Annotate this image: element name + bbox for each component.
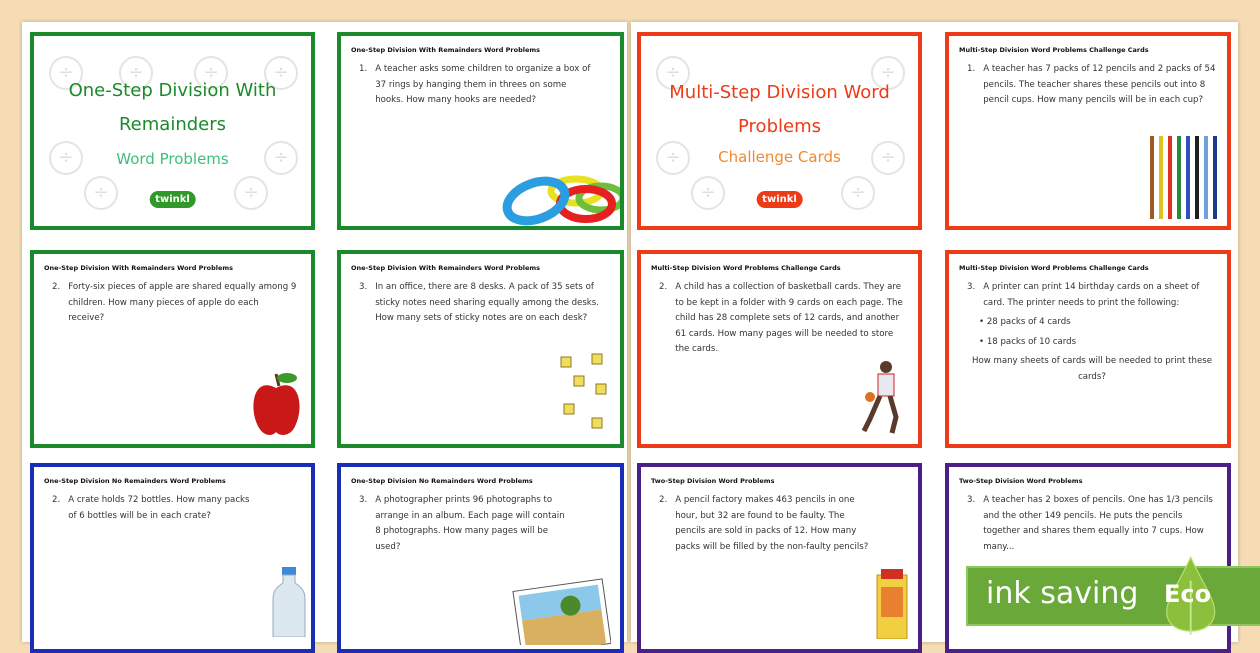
question-card [637, 250, 922, 448]
division-sign-icon: ÷ [656, 56, 690, 90]
question-number: 2. [52, 495, 61, 505]
bullet-text: 18 packs of 10 cards [986, 336, 1077, 347]
question-text: A teacher has 2 boxes of pencils. One has 1/3 pencils and the other 149 pencils. He puts the pencils together and shares them equally into 7 cups. How many... [983, 495, 1213, 552]
sticky-notes-illustration [556, 352, 616, 442]
question-text: A teacher has 7 packs of 12 pencils and 2 packs of 54 pencils. The teacher shares these pencils out into 8 pencil cups. How many pencils will be in each cup? [983, 64, 1216, 105]
ink-saving-label: ink saving [986, 576, 1139, 611]
basketball-player-illustration [856, 359, 906, 439]
question-text: A pencil factory makes 463 pencils in one hour, but 32 are found to be faulty. The pencils are sold in packs of 12. How many packs will be filled by the non-faulty pencils? [675, 495, 869, 552]
subtitle: Challenge Cards [718, 148, 841, 166]
title-line-2: Problems [738, 116, 821, 137]
question-number: 3. [967, 282, 976, 292]
question-card [637, 463, 922, 653]
title-line-2: Remainders [118, 114, 227, 135]
card-header: One-Step Division With Remainders Word Problems [44, 264, 234, 272]
division-sign-icon: ÷ [264, 141, 298, 175]
card-header: One-Step Division With Remainders Word Problems [351, 264, 541, 272]
card-header: Two-Step Division Word Problems [651, 477, 775, 485]
bottle-illustration [269, 567, 309, 637]
card-header: Multi-Step Division Word Problems Challenge Cards [959, 46, 1149, 54]
division-sign-icon: ÷ [871, 56, 905, 90]
card-header: One-Step Division No Remainders Word Problems [44, 477, 226, 485]
question-number: 3. [967, 495, 976, 505]
question-number: 1. [359, 64, 368, 74]
pencil-box-illustration [873, 569, 913, 639]
question-number: 2. [659, 282, 668, 292]
followup-question: How many sheets of cards will be needed to print these cards? [971, 356, 1212, 382]
division-sign-icon: ÷ [691, 176, 725, 210]
division-sign-icon: ÷ [194, 56, 228, 90]
question-card [337, 463, 624, 653]
title-card-multi-step [637, 32, 922, 230]
question-number: 3. [359, 495, 368, 505]
bullet-item: • 28 packs of 4 cards [979, 317, 1071, 327]
question-card [30, 463, 315, 653]
division-sign-icon: ÷ [234, 176, 268, 210]
question-text: A printer can print 14 birthday cards on a sheet of card. The printer needs to print the following: [983, 282, 1200, 308]
question-card [945, 250, 1231, 448]
twinkl-logo: twinkl [149, 191, 196, 208]
question-text: A crate holds 72 bottles. How many packs of 6 bottles will be in each crate? [68, 495, 250, 521]
division-sign-icon: ÷ [871, 141, 905, 175]
card-header: Two-Step Division Word Problems [959, 477, 1083, 485]
division-sign-icon: ÷ [49, 141, 83, 175]
photograph-illustration [511, 575, 611, 645]
question-text: Forty-six pieces of apple are shared equally among 9 children. How many pieces of apple do each receive? [68, 282, 297, 323]
division-sign-icon: ÷ [49, 56, 83, 90]
title-line-1: Multi-Step Division Word [669, 82, 890, 103]
question-card [945, 32, 1231, 230]
rings-illustration [491, 156, 621, 226]
apple-illustration [249, 366, 304, 441]
question-card [30, 250, 315, 448]
bullet-text: 28 packs of 4 cards [986, 317, 1071, 327]
question-text: In an office, there are 8 desks. A pack of 35 sets of sticky notes need sharing equally among the desks. How many sets of sticky notes are on each desk? [375, 282, 599, 323]
division-sign-icon: ÷ [119, 56, 153, 90]
question-number: 2. [52, 282, 61, 292]
card-header: One-Step Division No Remainders Word Problems [351, 477, 533, 485]
question-card [337, 32, 624, 230]
question-number: 1. [967, 64, 976, 74]
bullet-item: • 18 packs of 10 cards [979, 336, 1077, 347]
division-sign-icon: ÷ [84, 176, 118, 210]
question-text: A teacher asks some children to organize a box of 37 rings by hanging them in threes on some hooks. How many hooks are needed? [375, 64, 591, 105]
division-sign-icon: ÷ [656, 141, 690, 175]
pencils-illustration [1147, 131, 1227, 221]
title-card-one-step [30, 32, 315, 230]
question-number: 2. [659, 495, 668, 505]
card-header: One-Step Division With Remainders Word Problems [351, 46, 541, 54]
division-sign-icon: ÷ [841, 176, 875, 210]
twinkl-logo: twinkl [756, 191, 803, 208]
title-line-1: One-Step Division With [68, 80, 277, 101]
card-header: Multi-Step Division Word Problems Challenge Cards [959, 264, 1149, 272]
eco-label: Eco [1164, 580, 1212, 608]
division-sign-icon: ÷ [264, 56, 298, 90]
question-card [337, 250, 624, 448]
question-text: A photographer prints 96 photographs to arrange in an album. Each page will contain 8 photographs. How many pages will be used? [375, 495, 565, 552]
subtitle: Word Problems [116, 150, 229, 168]
card-header: Multi-Step Division Word Problems Challenge Cards [651, 264, 841, 272]
question-number: 3. [359, 282, 368, 292]
question-text: A child has a collection of basketball cards. They are to be kept in a folder with 9 cards on each page. The child has 28 complete sets of 12 cards, and another 61 cards. How many pages will be needed to store the cards. [675, 282, 903, 354]
